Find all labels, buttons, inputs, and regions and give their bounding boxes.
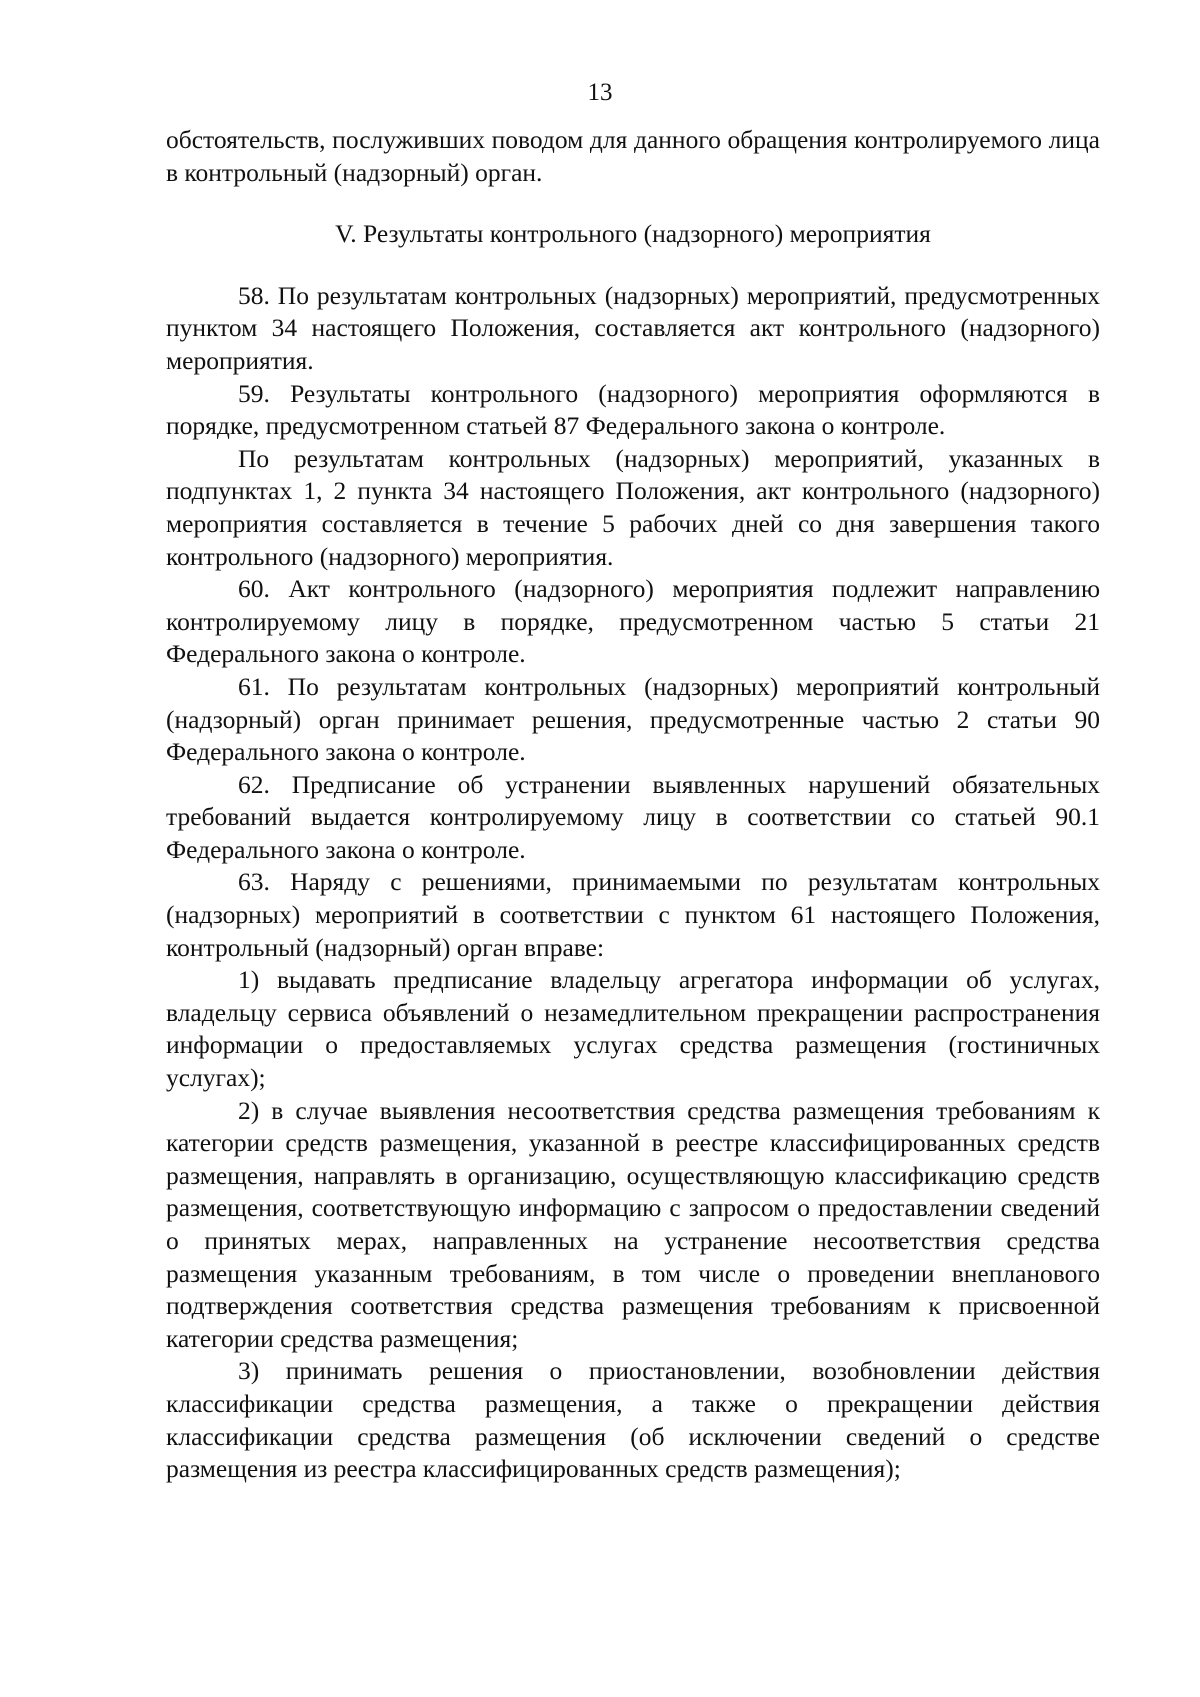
paragraph-continuation: обстоятельств, послуживших поводом для данного обращения контролируемого лица в контрольный (надзорный) орган.	[166, 125, 1100, 187]
paragraph-59-continued: По результатам контрольных (надзорных) мероприятий, указанных в подпунктах 1, 2 пункта 34 настоящего Положения, акт контрольного (надзорного) мероприятия составляется в течение 5 рабочих дней со дня завершения такого контрольного (надзорного) мероприятия.	[166, 443, 1100, 571]
list-item-1: 1) выдавать предписание владельцу агрегатора информации об услугах, владельцу сервиса объявлений о незамедлительном прекращении распространения информации о предоставляемых услугах средства размещения (гостиничных услугах);	[166, 965, 1100, 1093]
paragraph-61: 61. По результатам контрольных (надзорных) мероприятий контрольный (надзорный) орган принимает решения, предусмотренные частью 2 статьи 90 Федерального закона о контроле.	[166, 671, 1100, 767]
paragraph-63: 63. Наряду с решениями, принимаемыми по результатам контрольных (надзорных) мероприятий в соответствии с пунктом 61 настоящего Положения, контрольный (надзорный) орган вправе:	[166, 867, 1100, 962]
paragraph-62: 62. Предписание об устранении выявленных нарушений обязательных требований выдается контролируемому лицу в соответствии со статьей 90.1 Федерального закона о контроле.	[166, 769, 1100, 864]
list-item-3: 3) принимать решения о приостановлении, возобновлении действия классификации средства размещения, а также о прекращении действия классификации средства размещения (об исключении сведений о средстве размещения из реестра классифицированных средств размещения);	[166, 1356, 1100, 1484]
section-heading: V. Результаты контрольного (надзорного) мероприятия	[335, 219, 931, 249]
page-number: 13	[587, 79, 613, 106]
document-body	[166, 124, 1100, 1486]
paragraph-59: 59. Результаты контрольного (надзорного) мероприятия оформляются в порядке, предусмотренном статьей 87 Федерального закона о контроле.	[166, 378, 1100, 441]
paragraph-58: 58. По результатам контрольных (надзорных) мероприятий, предусмотренных пунктом 34 настоящего Положения, составляется акт контрольного (надзорного) мероприятия.	[166, 280, 1100, 375]
list-item-2: 2) в случае выявления несоответствия средства размещения требованиям к категории средств размещения, указанной в реестре классифицированных средств размещения, направлять в организацию, осуществляющую классификацию средств размещения, соответствующую информацию с запросом о предоставлении сведений о принятых мерах, направленных на устранение несоответствия средства размещения указанным требованиям, в том числе о проведении внепланового подтверждения соответствия средства размещения требованиям к присвоенной категории средства размещения;	[166, 1095, 1100, 1353]
paragraph-60: 60. Акт контрольного (надзорного) мероприятия подлежит направлению контролируемому лицу в порядке, предусмотренном частью 5 статьи 21 Федерального закона о контроле.	[166, 574, 1100, 669]
